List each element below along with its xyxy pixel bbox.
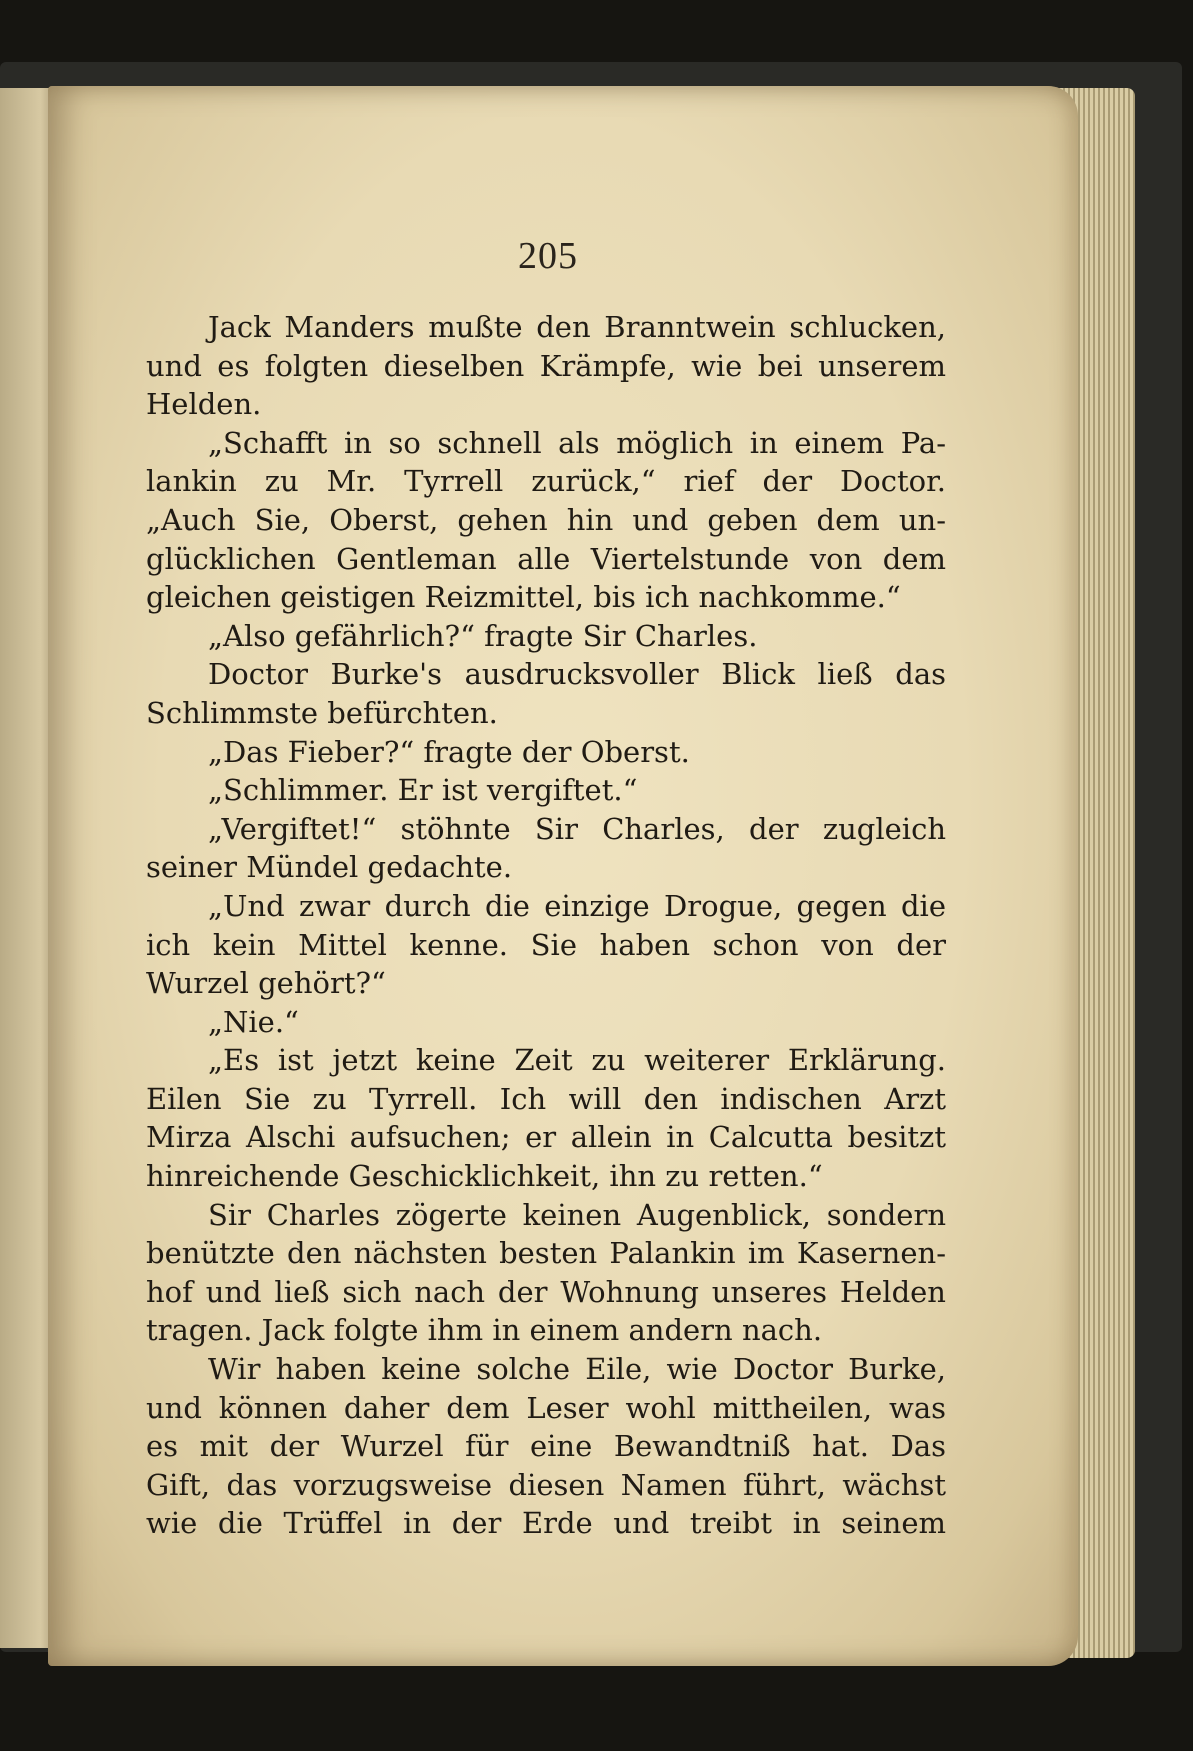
text-line: „Auch Sie, Oberst, gehen hin und geben dem un- [146, 502, 946, 537]
book-page [48, 86, 1078, 1666]
text-line: Eilen Sie zu Tyrrell. Ich will den indischen Arzt [146, 1081, 946, 1116]
text-line: und es folgten dieselben Krämpfe, wie bei unserem [146, 348, 946, 383]
text-line: Wir haben keine solche Eile, wie Doctor Burke, [208, 1352, 946, 1387]
text-line: hof und ließ sich nach der Wohnung unseres Helden [146, 1274, 946, 1309]
text-line: „Schlimmer. Er ist vergiftet.“ [208, 773, 638, 808]
text-line: glücklichen Gentleman alle Viertelstunde von dem [146, 541, 946, 576]
body-text [146, 308, 946, 1543]
text-line: „Es ist jetzt keine Zeit zu weiterer Erklärung. [208, 1043, 946, 1078]
text-line: „Also gefährlich?“ fragte Sir Charles. [208, 618, 758, 653]
text-line: es mit der Wurzel für eine Bewandtniß hat. Das [146, 1429, 946, 1464]
text-line: „Vergiftet!“ stöhnte Sir Charles, der zugleich [208, 811, 946, 846]
text-line: Gift, das vorzugsweise diesen Namen führt, wächst [146, 1467, 946, 1502]
text-line: „Und zwar durch die einzige Drogue, gegen die [208, 888, 946, 923]
text-line: lankin zu Mr. Tyrrell zurück,“ rief der Doctor. [146, 464, 946, 499]
text-line: „Das Fieber?“ fragte der Oberst. [208, 734, 690, 769]
text-line: wie die Trüffel in der Erde und treibt in seinem [146, 1506, 946, 1541]
text-line: Schlimmste befürchten. [146, 695, 498, 730]
text-line: „Schafft in so schnell als möglich in einem Pa- [208, 425, 946, 460]
text-line: seiner Mündel gedachte. [146, 850, 513, 885]
text-line: Wurzel gehört?“ [146, 966, 386, 1001]
text-line: gleichen geistigen Reizmittel, bis ich nachkomme.“ [146, 580, 901, 615]
text-line: und können daher dem Leser wohl mittheilen, was [146, 1390, 946, 1425]
text-line: benützte den nächsten besten Palankin im Kasernen- [146, 1236, 946, 1271]
text-line: ich kein Mittel kenne. Sie haben schon von der [146, 927, 946, 962]
text-line: „Nie.“ [208, 1004, 299, 1039]
text-line: Sir Charles zögerte keinen Augenblick, sondern [208, 1197, 946, 1232]
text-line: Doctor Burke's ausdrucksvoller Blick ließ das [208, 657, 946, 692]
text-line: Mirza Alschi aufsuchen; er allein in Calcutta besitzt [146, 1120, 946, 1155]
text-line: hinreichende Geschicklichkeit, ihn zu retten.“ [146, 1159, 823, 1194]
text-line: Helden. [146, 387, 262, 422]
text-line: tragen. Jack folgte ihm in einem andern nach. [146, 1313, 823, 1348]
text-line: Jack Manders mußte den Branntwein schlucken, [208, 310, 946, 344]
page-number: 205 [518, 235, 578, 277]
